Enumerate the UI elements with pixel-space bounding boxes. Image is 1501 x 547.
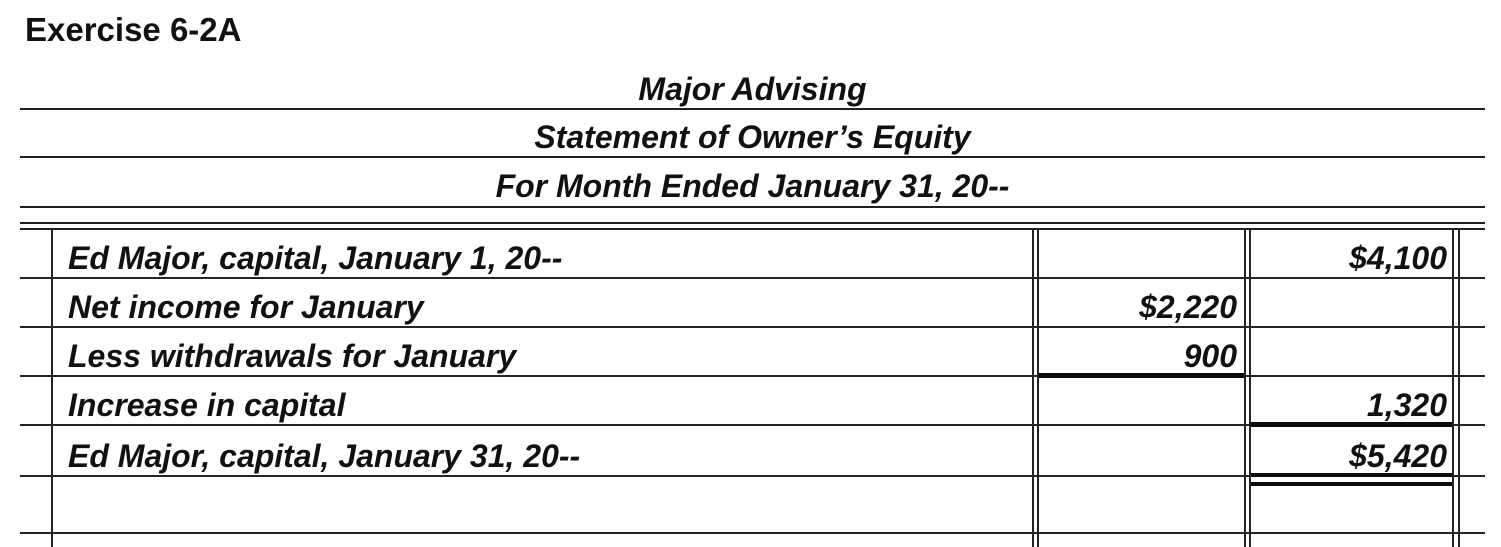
exercise-title: Exercise 6-2A (25, 11, 242, 48)
amount-col1-cell (1039, 229, 1244, 276)
statement-title: Statement of Owner’s Equity (534, 119, 971, 155)
amount-col2-cell: 1,320 (1366, 387, 1447, 423)
row-description: Less withdrawals for January (68, 338, 517, 374)
header-rule-2 (20, 156, 1485, 158)
row-description: Ed Major, capital, January 1, 20-- (68, 240, 563, 276)
amount-col1-cell (1039, 426, 1244, 474)
company-name: Major Advising (638, 71, 867, 107)
amount-col2-cell (1251, 477, 1452, 531)
row-description (68, 534, 1018, 546)
amount-col1-cell (1039, 477, 1244, 531)
amount-col2-cell: $5,420 (1349, 438, 1447, 474)
row-description: Ed Major, capital, January 31, 20-- (68, 438, 581, 474)
amount-col2-cell (1251, 534, 1452, 546)
amount-col1-cell: $2,220 (1139, 289, 1237, 325)
table-top-double-rule-upper (20, 222, 1485, 224)
header-rule-3 (20, 206, 1485, 208)
amount-col2-cell (1251, 328, 1452, 374)
amount-col1-cell (1039, 377, 1244, 423)
amount-col1-cell (1039, 534, 1244, 546)
row-description: Net income for January (68, 289, 424, 325)
header-rule-1 (20, 108, 1485, 110)
statement-period: For Month Ended January 31, 20-- (495, 168, 1010, 204)
amount-col2-cell: $4,100 (1349, 240, 1447, 276)
row-description (68, 477, 1018, 531)
amount-col2-cell (1251, 279, 1452, 325)
row-description: Increase in capital (68, 387, 346, 423)
amount-col1-cell: 900 (1183, 338, 1237, 374)
